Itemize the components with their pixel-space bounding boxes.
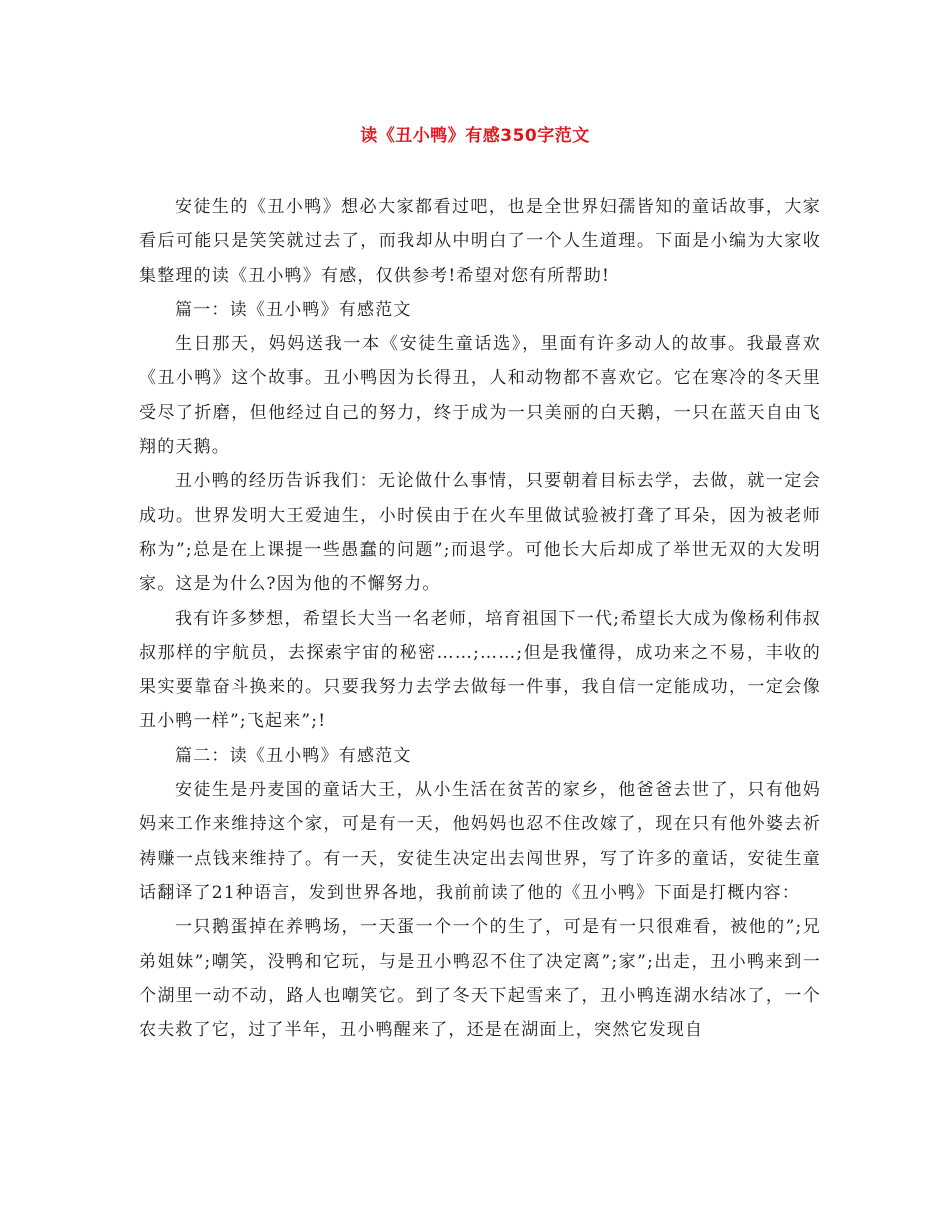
paragraph: 丑小鸭的经历告诉我们：无论做什么事情，只要朝着目标去学，去做，就一定会成功。世界发明大王爱迪生，小时侯由于在火车里做试验被打聋了耳朵，因为被老师称为”;总是在上课提一些愚蠢的问题”;而退学。可他长大后却成了举世无双的大发明家。这是为什么?因为他的不懈努力。 — [139, 471, 821, 595]
paragraph-intro: 安徒生的《丑小鸭》想必大家都看过吧，也是全世界妇孺皆知的童话故事，大家看后可能只是笑笑就过去了，而我却从中明白了一个人生道理。下面是小编为大家收集整理的读《丑小鸭》有感，仅供参考!希望对您有所帮助! — [139, 197, 821, 286]
document-title: 读《丑小鸭》有感350字范文 — [360, 126, 590, 146]
paragraph: 生日那天，妈妈送我一本《安徒生童话选》，里面有许多动人的故事。我最喜欢《丑小鸭》这个故事。丑小鸭因为长得丑，人和动物都不喜欢它。它在寒冷的冬天里受尽了折磨，但他经过自己的努力，终于成为一只美丽的白天鹅，一只在蓝天自由飞翔的天鹅。 — [139, 334, 821, 458]
paragraph: 一只鹅蛋掉在养鸭场，一天蛋一个一个的生了，可是有一只很难看，被他的”;兄弟姐妹”;嘲笑，没鸭和它玩，与是丑小鸭忍不住了决定离”;家”;出走，丑小鸭来到一个湖里一动不动，路人也嘲笑它。到了冬天下起雪来了，丑小鸭连湖水结冰了，一个农夫救了它，过了半年，丑小鸭醒来了，还是在湖面上，突然它发现自 — [139, 917, 821, 1041]
paragraph: 我有许多梦想，希望长大当一名老师，培育祖国下一代;希望长大成为像杨利伟叔叔那样的宇航员，去探索宇宙的秘密……;……;但是我懂得，成功来之不易，丰收的果实要靠奋斗换来的。只要我努力去学去做每一件事，我自信一定能成功，一定会像丑小鸭一样”;飞起来”;! — [139, 608, 821, 732]
section-heading-2: 篇二：读《丑小鸭》有感范文 — [175, 745, 412, 766]
section-heading-1: 篇一：读《丑小鸭》有感范文 — [175, 299, 412, 320]
document-body — [139, 190, 821, 1047]
paragraph: 安徒生是丹麦国的童话大王，从小生活在贫苦的家乡，他爸爸去世了，只有他妈妈来工作来维持这个家，可是有一天，他妈妈也忍不住改嫁了，现在只有他外婆去祈祷赚一点钱来维持了。有一天，安徒生决定出去闯世界，写了许多的童话，安徒生童话翻译了21种语言，发到世界各地，我前前读了他的《丑小鸭》下面是打概内容： — [139, 780, 821, 903]
